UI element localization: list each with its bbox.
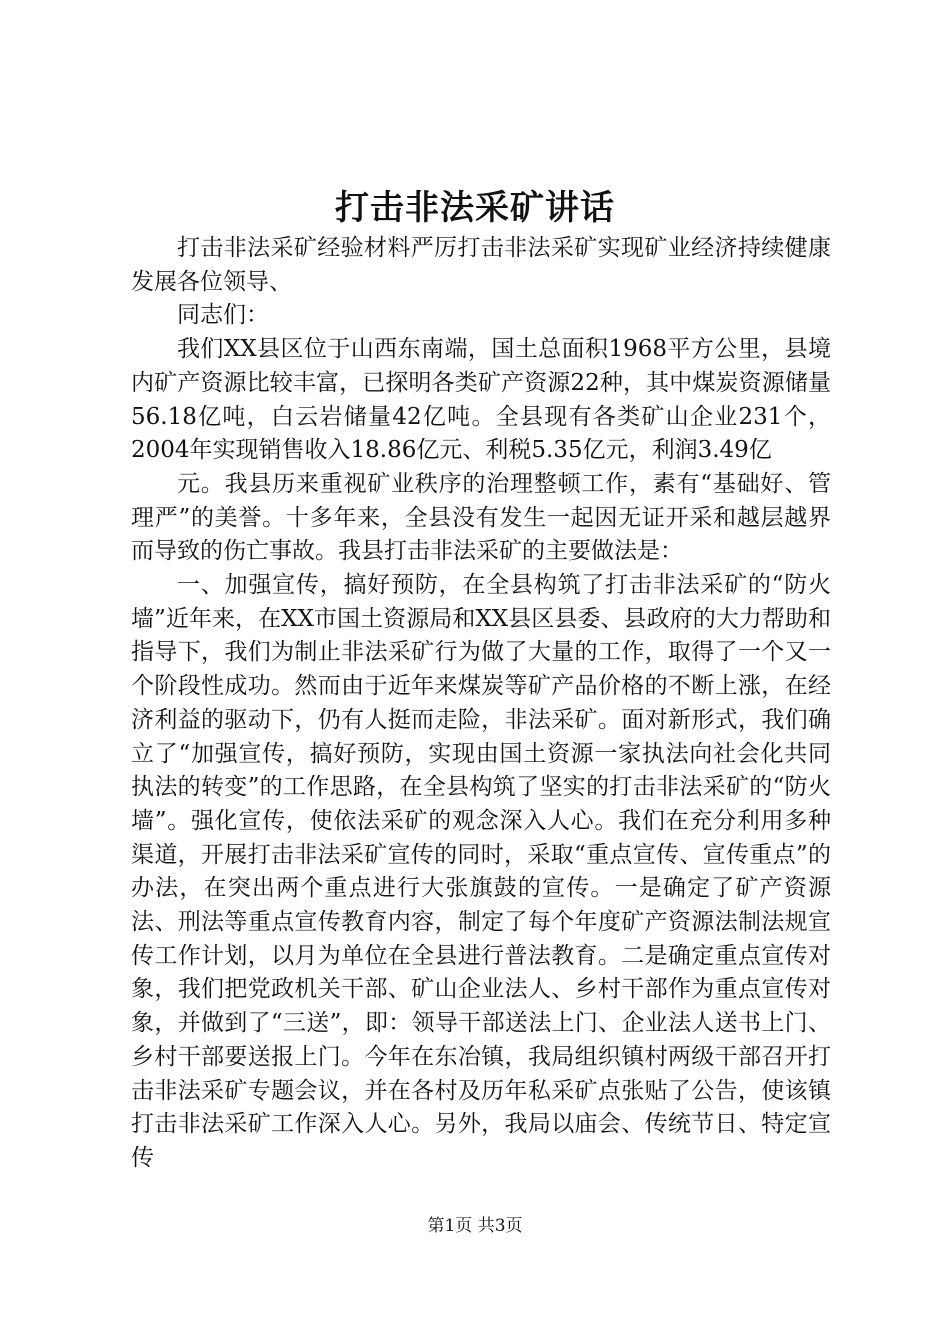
paragraph: 一、加强宣传，搞好预防，在全县构筑了打击非法采矿的“防火墙”近年来，在XX市国土资源局和XX县区县委、县政府的大力帮助和指导下，我们为制止非法采矿行为做了大量的工作，取得了一个又一个阶段性成功。然而由于近年来煤炭等矿产品价格的不断上涨，在经济利益的驱动下，仍有人挺而走险，非法采矿。面对新形式，我们确立了“加强宣传，搞好预防，实现由国土资源一家执法向社会化共同执法的转变”的工作思路，在全县构筑了坚实的打击非法采矿的“防火墙”。强化宣传，使依法采矿的观念深入人心。我们在充分利用多种渠道，开展打击非法采矿宣传的同时，采取“重点宣传、宣传重点”的办法，在突出两个重点进行大张旗鼓的宣传。一是确定了矿产资源法、刑法等重点宣传教育内容，制定了每个年度矿产资源法制法规宣传工作计划，以月为单位在全县进行普法教育。二是确定重点宣传对象，我们把党政机关干部、矿山企业法人、乡村干部作为重点宣传对象，并做到了“三送”，即：领导干部送法上门、企业法人送书上门、乡村干部要送报上门。今年在东冶镇，我局组织镇村两级干部召开打击非法采矿专题会议，并在各村及历年私采矿点张贴了公告，使该镇打击非法采矿工作深入人心。另外，我局以庙会、传统节日、特定宣传 [131, 572, 831, 1171]
paragraph: 我们XX县区位于山西东南端，国土总面积1968平方公里，县境内矿产资源比较丰富，已探明各类矿产资源22种，其中煤炭资源储量56.18亿吨，白云岩储量42亿吨。全县现有各类矿山企业231个，2004年实现销售收入18.86亿元、利税5.35亿元，利润3.49亿 [131, 336, 831, 464]
document-body [131, 232, 831, 1176]
document-title: 打击非法采矿讲话 [335, 188, 615, 228]
paragraph: 打击非法采矿经验材料严厉打击非法采矿实现矿业经济持续健康发展各位领导、 [131, 235, 831, 295]
page-footer: 第1页 共3页 [427, 1216, 523, 1236]
paragraph: 元。我县历来重视矿业秩序的治理整顿工作，素有“基础好、管理严”的美誉。十多年来，全县没有发生一起因无证开采和越层越界而导致的伤亡事故。我县打击非法采矿的主要做法是： [131, 470, 831, 565]
paragraph: 同志们： [177, 302, 269, 329]
